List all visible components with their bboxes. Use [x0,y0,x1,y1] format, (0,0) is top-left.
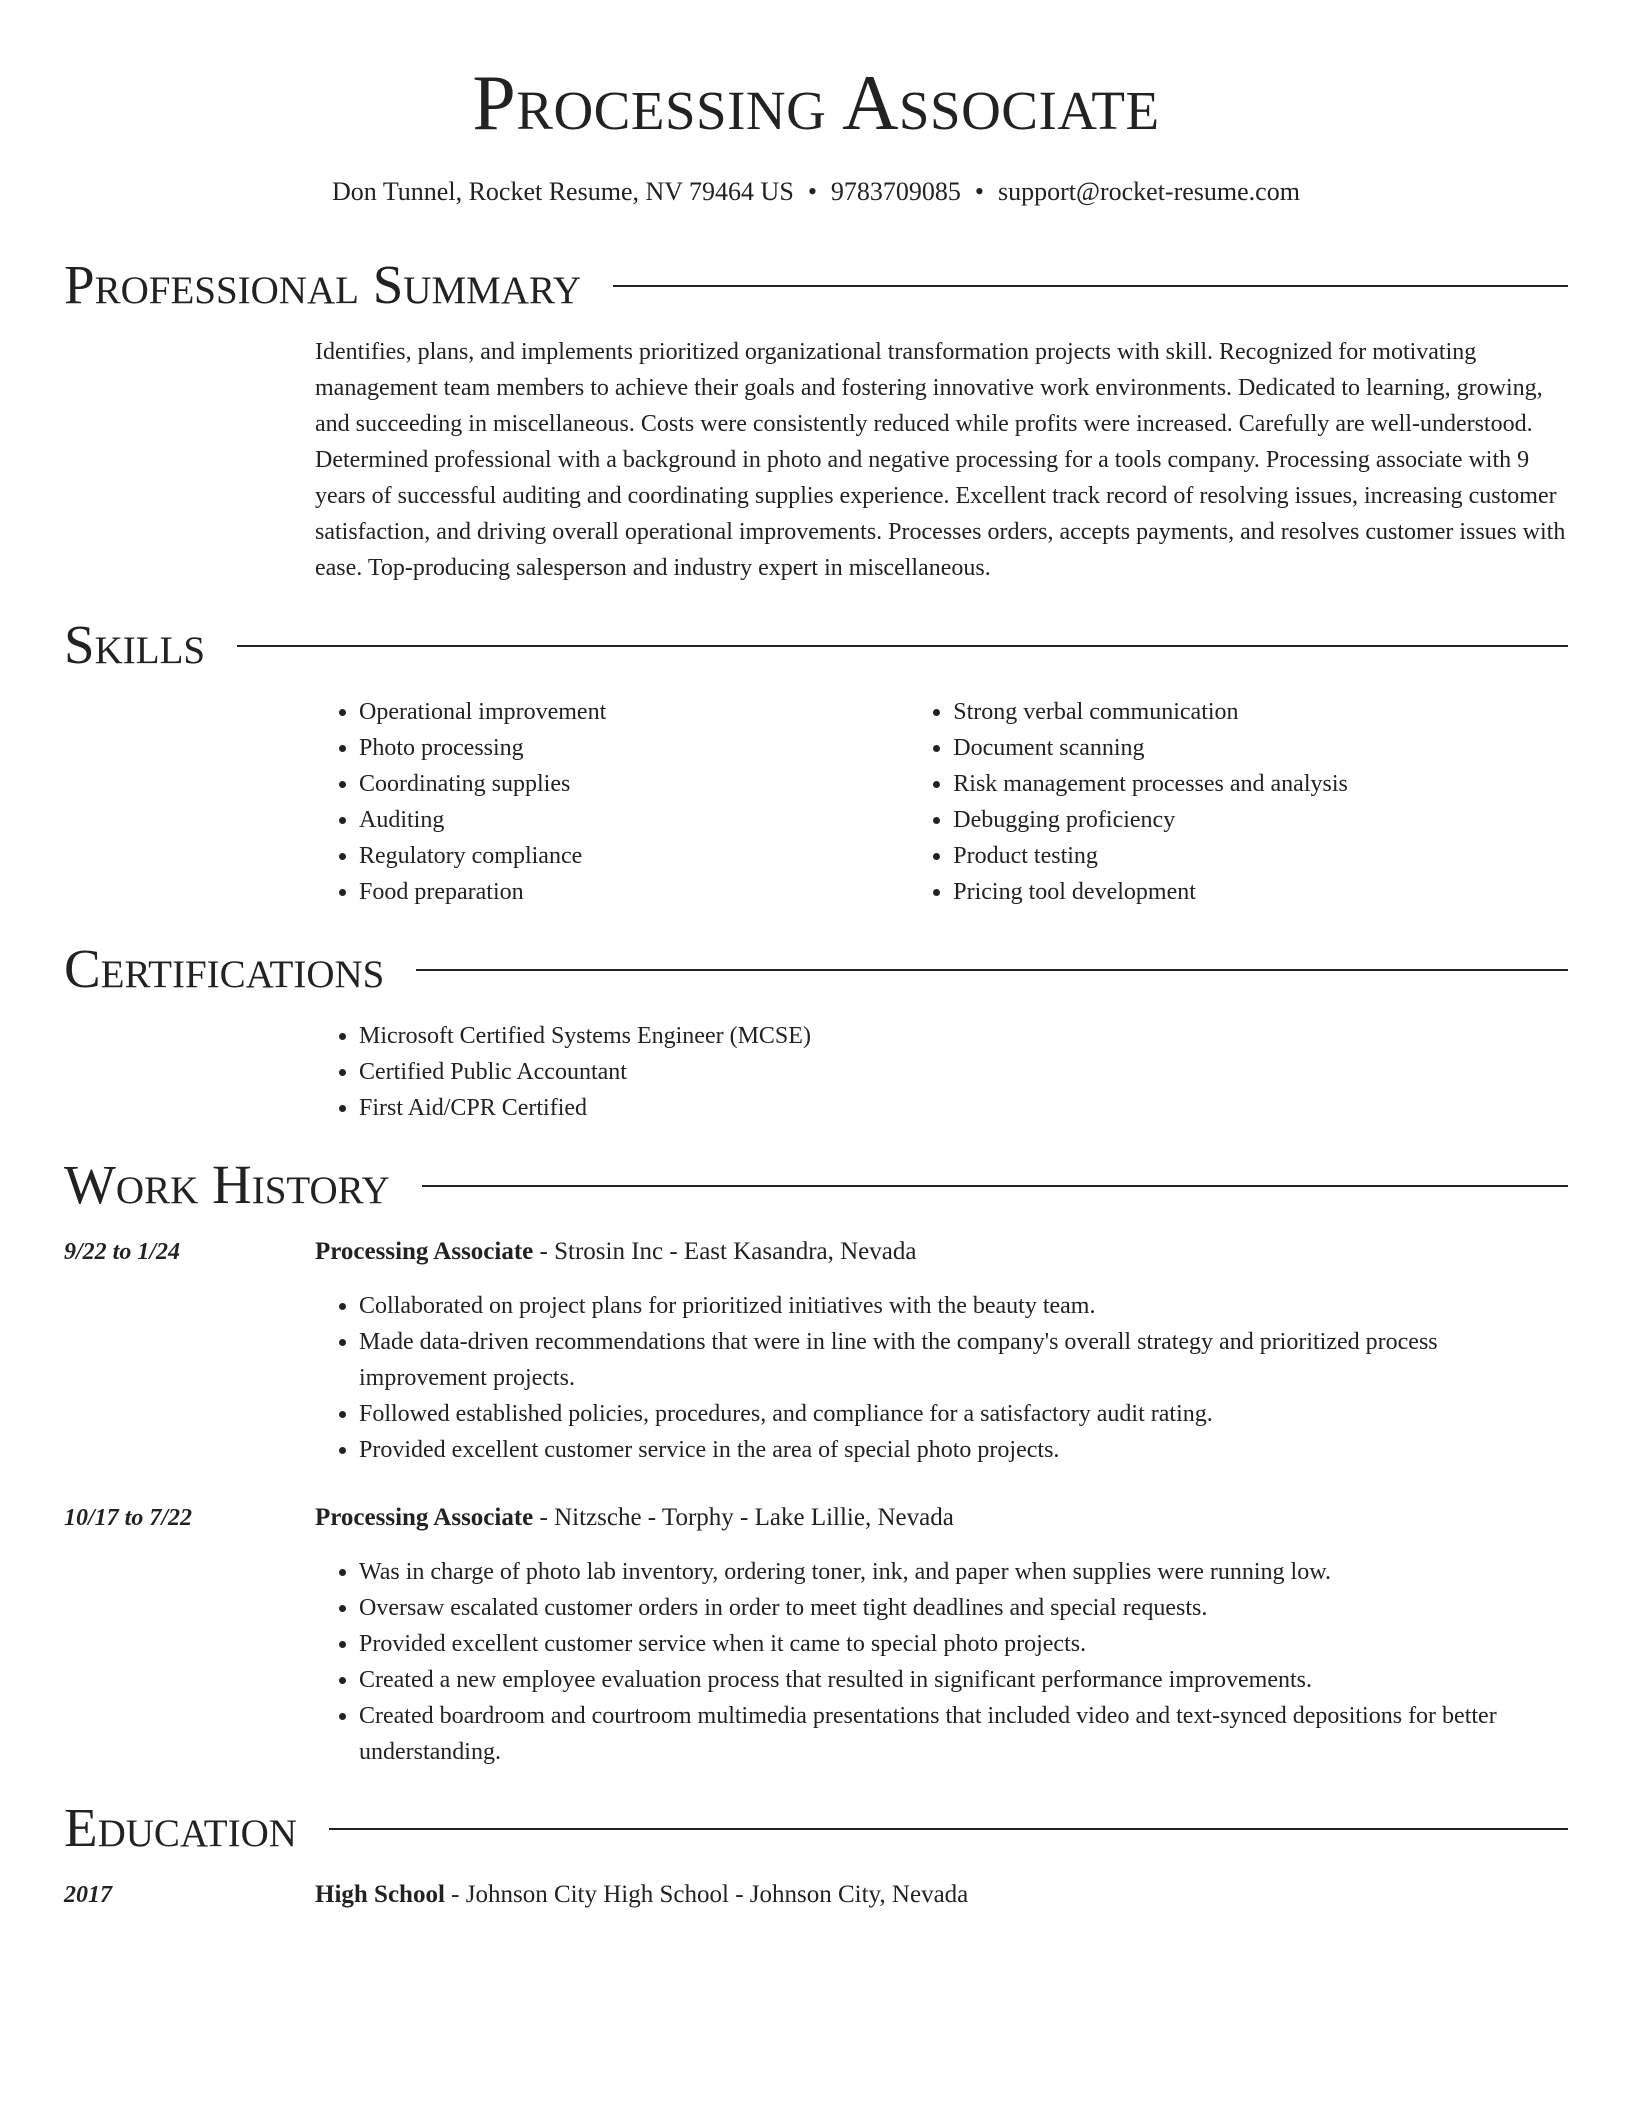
job-dates: 9/22 to 1/24 [64,1239,181,1265]
skills-list-left [315,694,909,910]
education-line [315,1877,1568,1913]
skill-item: • Strong verbal communication [953,694,1568,730]
certifications-block [315,1018,1568,1126]
job-title-line [315,1500,1568,1536]
certifications-heading: Certifications [64,938,385,999]
contact-address: Don Tunnel, Rocket Resume, NV 79464 US [332,177,794,206]
job-bullet: • Oversaw escalated customer orders in order to meet tight deadlines and special requests. [359,1590,1568,1626]
skill-item: • Operational improvement [359,694,909,730]
job-bullets [315,1288,1568,1468]
skills-block [315,694,1568,910]
job-entry [315,1500,1568,1770]
skill-item: • Debugging proficiency [953,802,1568,838]
job-bullet: • Created boardroom and courtroom multimedia presentations that included video and text-synced depositions for better understanding. [359,1698,1568,1770]
certifications-section-header [64,937,1568,1001]
job-bullet: • Followed established policies, procedures, and compliance for a satisfactory audit rating. [359,1396,1568,1432]
work-section-header [64,1153,1568,1217]
job-bullet: • Provided excellent customer service when it came to special photo projects. [359,1626,1568,1662]
contact-email: support@rocket-resume.com [998,177,1300,206]
skill-item: • Auditing [359,802,909,838]
certifications-list [315,1018,1568,1126]
section-divider [237,645,1568,647]
job-entry [315,1234,1568,1468]
section-divider [613,285,1568,287]
education-year: 2017 [64,1882,112,1908]
education-heading: Education [64,1797,297,1858]
certification-item: • First Aid/CPR Certified [359,1090,1568,1126]
skill-item: • Pricing tool development [953,874,1568,910]
summary-section-header [64,253,1568,317]
job-bullet: • Made data-driven recommendations that were in line with the company's overall strategy and prioritized process improvement projects. [359,1324,1568,1396]
skills-section-header [64,613,1568,677]
skill-item: • Document scanning [953,730,1568,766]
summary-block [315,334,1568,586]
job-role: Processing Associate [315,1238,534,1265]
job-details: - Strosin Inc - East Kasandra, Nevada [533,1238,917,1265]
skills-heading: Skills [64,614,206,675]
contact-separator: • [807,177,817,206]
section-divider [416,969,1568,971]
education-degree: High School [315,1881,445,1908]
job-bullet: • Created a new employee evaluation process that resulted in significant performance improvements. [359,1662,1568,1698]
section-divider [422,1185,1568,1187]
job-title-line [315,1234,1568,1270]
skill-item: • Coordinating supplies [359,766,909,802]
skill-item: • Product testing [953,838,1568,874]
skill-item: • Risk management processes and analysis [953,766,1568,802]
job-bullet: • Collaborated on project plans for prioritized initiatives with the beauty team. [359,1288,1568,1324]
contact-line [64,174,1568,210]
summary-heading: Professional Summary [64,254,582,315]
contact-phone: 9783709085 [830,177,961,206]
skill-item: • Regulatory compliance [359,838,909,874]
skills-list-right [909,694,1568,910]
certification-item: • Microsoft Certified Systems Engineer (MCSE) [359,1018,1568,1054]
certification-item: • Certified Public Accountant [359,1054,1568,1090]
education-details: - Johnson City High School - Johnson City, Nevada [444,1881,969,1908]
job-bullet: • Was in charge of photo lab inventory, ordering toner, ink, and paper when supplies were running low. [359,1554,1568,1590]
work-heading: Work History [64,1154,390,1215]
education-entry [315,1877,1568,1913]
job-dates: 10/17 to 7/22 [64,1505,193,1531]
job-bullets [315,1554,1568,1770]
job-details: - Nitzsche - Torphy - Lake Lillie, Nevada [533,1504,954,1531]
education-section-header [64,1796,1568,1860]
contact-separator: • [974,177,985,206]
job-role: Processing Associate [315,1504,534,1531]
job-bullet: • Provided excellent customer service in the area of special photo projects. [359,1432,1568,1468]
skill-item: • Photo processing [359,730,909,766]
resume-title: Processing Associate [472,59,1160,146]
summary-text: Identifies, plans, and implements prioritized organizational transformation projects with skill. Recognized for motivating management team members to achieve their goals and fostering innovative work environments. Dedicated to learning, growing, and succeeding in miscellaneous. Costs were consistently reduced while profits were increased. Carefully are well-understood. Determined professional with a background in photo and negative processing for a tools company. Processing associate with 9 years of successful auditing and coordinating supplies experience. Excellent track record of resolving issues, increasing customer satisfaction, and driving overall operational improvements. Processes orders, accepts payments, and resolves customer issues with ease. Top-producing salesperson and industry expert in miscellaneous. [315,339,1566,581]
section-divider [329,1828,1568,1830]
skill-item: • Food preparation [359,874,909,910]
